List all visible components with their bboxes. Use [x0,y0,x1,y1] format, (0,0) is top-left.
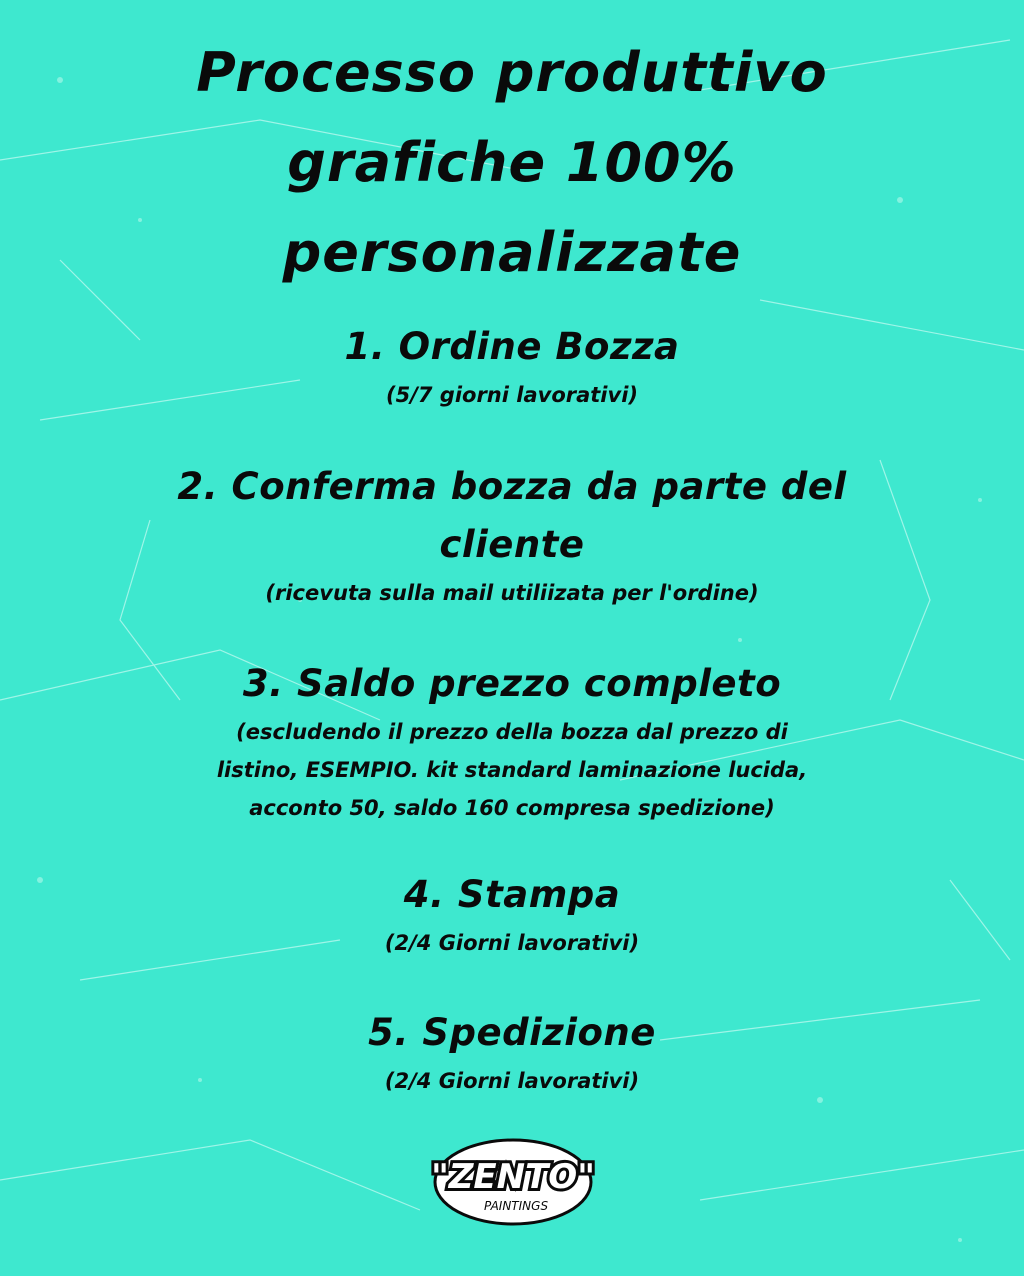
step-ordine-bozza [60,318,964,414]
logo-subtext: PAINTINGS [483,1199,549,1213]
step-note: (ricevuta sulla mail utiliizata per l'ordine) [265,581,759,605]
step-note: (2/4 Giorni lavorativi) [384,931,640,955]
step-note: (escludendo il prezzo della bozza dal prezzo di [236,720,788,744]
logo-text: "ZENTO" [431,1157,595,1197]
step-saldo-prezzo [60,655,964,827]
step-title: 4. Stampa [403,873,621,916]
step-note: (5/7 giorni lavorativi) [385,383,638,407]
title-line: personalizzate [282,221,742,284]
page-title [0,28,1024,298]
title-line: Processo produttivo [196,41,828,104]
step-note: listino, ESEMPIO. kit standard laminazione lucida, [216,758,808,782]
step-title: 3. Saldo prezzo completo [242,662,782,705]
step-spedizione [60,1004,964,1100]
step-note: (2/4 Giorni lavorativi) [384,1069,640,1093]
title-line: grafiche 100% [287,131,737,194]
step-title: 2. Conferma bozza da parte del [177,465,847,508]
zento-logo [428,1130,598,1230]
step-stampa [60,866,964,962]
step-note: acconto 50, saldo 160 compresa spedizione) [249,796,775,820]
step-title: 1. Ordine Bozza [344,325,680,368]
step-title: 5. Spedizione [368,1011,656,1054]
step-conferma-bozza [60,458,964,612]
step-title: cliente [439,523,585,566]
